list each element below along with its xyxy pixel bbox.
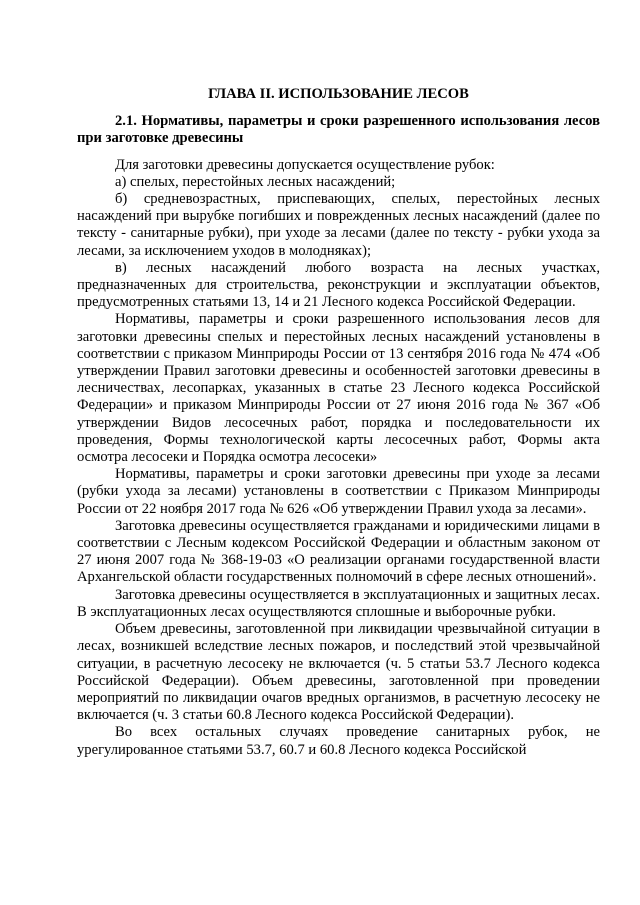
paragraph-norms-spelye: Нормативы, параметры и сроки разрешенного использования лесов для заготовки древесины спелых и перестойных лесных насаждений установлены в соответствии с приказом Минприроды России от 13 сентября 2016 года № 474 «Об утверждении Правил заготовки древесины и особенностей заготовки древесины в лесничествах, лесопарках, указанных в статье 23 Лесного кодекса Российской Федерации» и приказом Минприроды России от 27 июня 2016 года № 367 «Об утверждении Видов лесосечных работ, порядка и последовательности их проведения, Формы технологической карты лесосечных работ, Формы акта осмотра лесосеки и Порядка осмотра лесосеки»: [77, 311, 600, 466]
paragraph-sanitarnye-rubki: Во всех остальных случаях проведение санитарных рубок, не урегулированное статьями 53.7, 60.7 и 60.8 Лесного кодекса Российской: [77, 724, 600, 758]
intro-paragraph: Для заготовки древесины допускается осуществление рубок:: [115, 156, 495, 173]
paragraph-zagotovka-lesa: Заготовка древесины осуществляется в эксплуатационных и защитных лесах. В эксплуатационных лесах осуществляются сплошные и выборочные рубки.: [77, 586, 600, 620]
paragraph-zagotovka-grazhdane: Заготовка древесины осуществляется гражданами и юридическими лицами в соответствии с Лесным кодексом Российской Федерации и областным законом от 27 июня 2007 года № 368-19-03 «О реализации органами государственной власти Архангельской области государственных полномочий в сфере лесных отношений».: [77, 517, 600, 586]
chapter-title: ГЛАВА II. ИСПОЛЬЗОВАНИЕ ЛЕСОВ: [208, 86, 469, 102]
document-page: [77, 86, 600, 759]
list-item-b: б) средневозрастных, приспевающих, спелых, перестойных лесных насаждений при вырубке погибших и поврежденных лесных насаждений (далее по тексту - санитарные рубки), при уходе за лесами (далее по тексту - рубки ухода за лесами, за исключением уходов в молодняках);: [77, 191, 600, 259]
list-item-a: а) спелых, перестойных лесных насаждений;: [115, 173, 396, 190]
paragraph-norms-ukhod: Нормативы, параметры и сроки заготовки древесины при уходе за лесами (рубки ухода за лесами) установлены в соответствии с Приказом Минприроды России от 22 ноября 2017 года № 626 «Об утверждении Правил ухода за лесами».: [77, 466, 600, 517]
paragraph-obem-drevesiny: Объем древесины, заготовленной при ликвидации чрезвычайной ситуации в лесах, возникшей вследствие лесных пожаров, и последствий этой чрезвычайной ситуации, в расчетную лесосеку не включается (ч. 5 статьи 53.7 Лесного кодекса Российской Федерации). Объем древесины, заготовленной при проведении мероприятий по ликвидации очагов вредных организмов, в расчетную лесосеку не включается (ч. 3 статьи 60.8 Лесного кодекса Российской Федерации).: [77, 621, 600, 724]
section-title: 2.1. Нормативы, параметры и сроки разрешенного использования лесов при заготовке древесины: [77, 113, 600, 147]
list-item-c: в) лесных насаждений любого возраста на лесных участках, предназначенных для строительства, реконструкции и эксплуатации объектов, предусмотренных статьями 13, 14 и 21 Лесного кодекса Российской Федерации.: [77, 259, 600, 311]
